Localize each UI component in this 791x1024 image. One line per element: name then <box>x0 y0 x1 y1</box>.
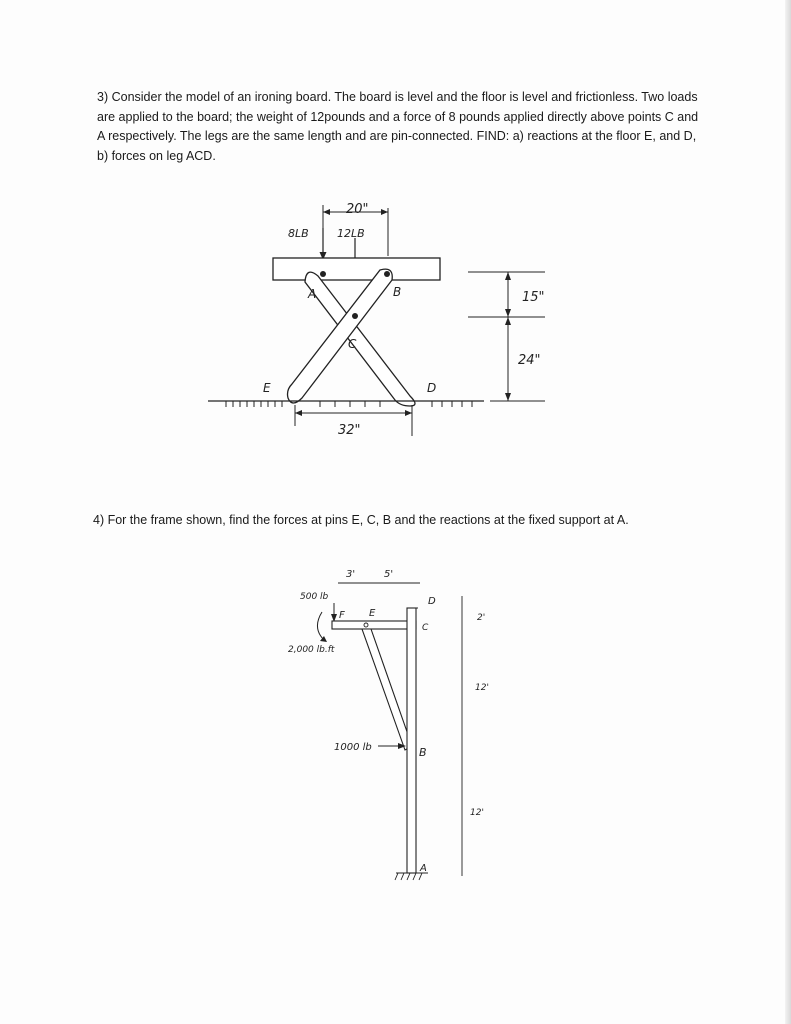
problem-3-text: 3) Consider the model of an ironing board. The board is level and the floor is level and frictionless. Two loads are applied to the board; the weight of 12pounds and a force of 8 pounds applied directly above points C and A respectively. The legs are the same length and are pin-connected. FIND: a) reactions at the floor E, and D, b) forces on leg ACD. <box>97 90 699 163</box>
problem-4-text: 4) For the frame shown, find the forces at pins E, C, B and the reactions at the fixed support at A. <box>93 513 629 527</box>
dim-3ft-label: 3' <box>346 569 356 580</box>
label-a: A <box>420 863 427 874</box>
dim-20-label: 20" <box>346 202 369 217</box>
label-e: E <box>369 608 376 619</box>
load-1000lb-label: 1000 lb <box>334 742 372 753</box>
member-fec <box>332 621 416 629</box>
moment-label: 2,000 lb.ft <box>288 645 335 655</box>
dim-24-label: 24" <box>518 353 541 368</box>
label-b: B <box>393 285 402 299</box>
dim-12ft-lower-label: 12' <box>470 808 484 818</box>
member-eb <box>362 629 412 750</box>
label-c: C <box>422 623 429 633</box>
dim-12ft-upper-label: 12' <box>475 683 489 693</box>
label-c: C <box>348 337 357 351</box>
load-12lb-label: 12LB <box>337 227 365 240</box>
label-b: B <box>419 746 427 759</box>
label-e: E <box>263 381 271 395</box>
dim-2ft-label: 2' <box>477 613 486 623</box>
label-a: A <box>308 287 317 301</box>
member-dcba <box>407 608 416 873</box>
dim-32-label: 32" <box>338 423 361 438</box>
load-8lb-label: 8LB <box>288 227 309 240</box>
label-f: F <box>339 610 345 621</box>
label-d: D <box>428 596 436 607</box>
dim-15-label: 15" <box>522 290 545 305</box>
load-500lb-label: 500 lb <box>300 592 329 602</box>
label-d: D <box>427 381 437 395</box>
dim-5ft-label: 5' <box>384 569 394 580</box>
